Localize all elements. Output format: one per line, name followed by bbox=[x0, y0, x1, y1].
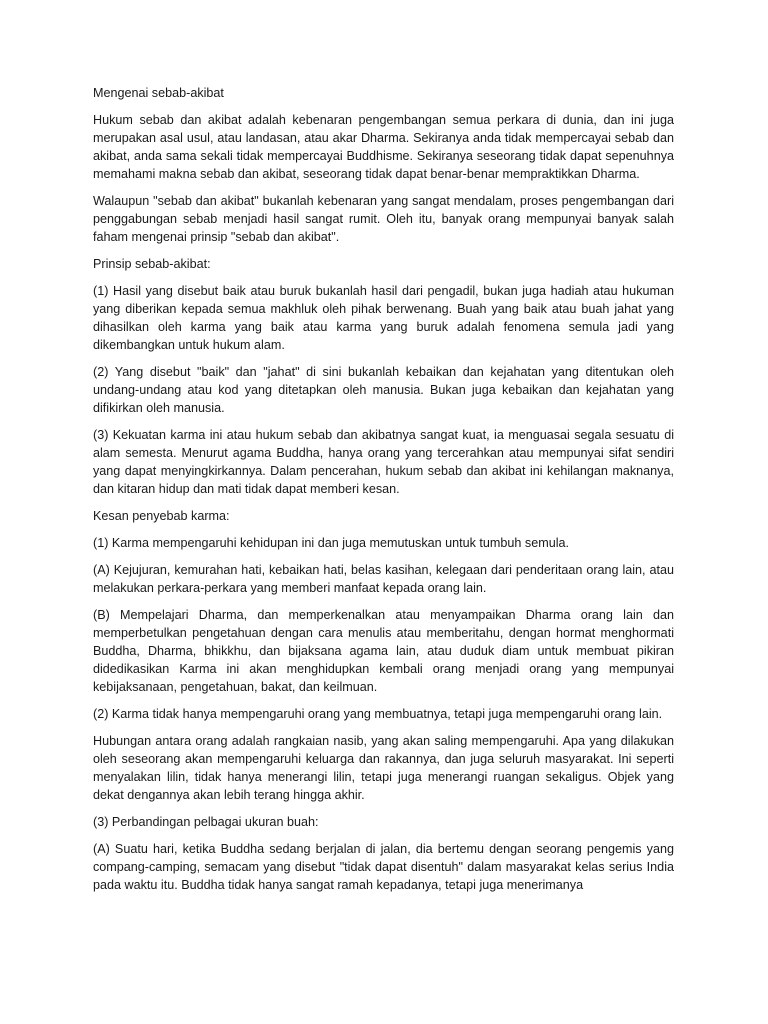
paragraph: (A) Kejujuran, kemurahan hati, kebaikan hati, belas kasihan, kelegaan dari penderitaan orang lain, atau melakukan perkara-perkara yang memberi manfaat kepada orang lain. bbox=[93, 563, 674, 595]
paragraph: (1) Hasil yang disebut baik atau buruk bukanlah hasil dari pengadil, bukan juga hadiah atau hukuman yang diberikan kepada semua makhluk oleh pihak berwenang. Buah yang baik atau buah jahat yang dihasilkan oleh karma yang baik atau karma yang buruk adalah fenomena semula jadi yang dikembangkan untuk hukum alam. bbox=[93, 284, 674, 352]
paragraph: (1) Karma mempengaruhi kehidupan ini dan juga memutuskan untuk tumbuh semula. bbox=[93, 536, 570, 550]
paragraph: (B) Mempelajari Dharma, dan memperkenalkan atau menyampaikan Dharma orang lain dan memperbetulkan pengetahuan dengan cara menulis atau memberitahu, dengan hormat menghormati Buddha, Dharma, bhikkhu, dan bijaksana agama lain, atau duduk diam untuk membuat pikiran didedikasikan Karma ini akan menghidupkan kembali orang menjadi orang yang mempunyai kebijaksanaan, pengetahuan, bakat, dan keilmuan. bbox=[93, 608, 674, 694]
document-page bbox=[93, 84, 674, 903]
document-title: Mengenai sebab-akibat bbox=[93, 86, 224, 100]
section-heading: Prinsip sebab-akibat: bbox=[93, 257, 211, 271]
paragraph: (3) Kekuatan karma ini atau hukum sebab dan akibatnya sangat kuat, ia menguasai segala sesuatu di alam semesta. Menurut agama Buddha, hanya orang yang tercerahkan atau mempunyai sifat sendiri yang dapat menyingkirkannya. Dalam pencerahan, hukum sebab dan akibat ini kehilangan maknanya, dan kitaran hidup dan mati tidak dapat memberi kesan. bbox=[93, 428, 674, 496]
paragraph: Walaupun "sebab dan akibat" bukanlah kebenaran yang sangat mendalam, proses pengembangan dari penggabungan sebab menjadi hasil sangat rumit. Oleh itu, banyak orang mempunyai banyak salah faham mengenai prinsip "sebab dan akibat". bbox=[93, 194, 674, 244]
paragraph: (2) Karma tidak hanya mempengaruhi orang yang membuatnya, tetapi juga mempengaruhi orang lain. bbox=[93, 707, 663, 721]
section-heading: Kesan penyebab karma: bbox=[93, 509, 230, 523]
section-heading: (3) Perbandingan pelbagai ukuran buah: bbox=[93, 815, 319, 829]
paragraph: (A) Suatu hari, ketika Buddha sedang berjalan di jalan, dia bertemu dengan seorang pengemis yang compang-camping, semacam yang disebut "tidak dapat disentuh" dalam masyarakat kelas serius India pada waktu itu. Buddha tidak hanya sangat ramah kepadanya, tetapi juga menerimanya bbox=[93, 842, 674, 892]
paragraph: (2) Yang disebut "baik" dan "jahat" di sini bukanlah kebaikan dan kejahatan yang ditentukan oleh undang-undang atau kod yang ditetapkan oleh manusia. Bukan juga kebaikan dan kejahatan yang difikirkan oleh manusia. bbox=[93, 365, 674, 415]
paragraph: Hubungan antara orang adalah rangkaian nasib, yang akan saling mempengaruhi. Apa yang dilakukan oleh seseorang akan mempengaruhi keluarga dan rakannya, dan juga seluruh masyarakat. Ini seperti menyalakan lilin, tidak hanya menerangi lilin, tetapi juga menerangi ruangan sekaligus. Objek yang dekat dengannya akan lebih terang hingga akhir. bbox=[93, 734, 674, 802]
paragraph: Hukum sebab dan akibat adalah kebenaran pengembangan semua perkara di dunia, dan ini juga merupakan asal usul, atau landasan, atau akar Dharma. Sekiranya anda tidak mempercayai sebab dan akibat, anda sama sekali tidak mempercayai Buddhisme. Sekiranya seseorang tidak dapat sepenuhnya memahami makna sebab dan akibat, seseorang tidak dapat benar-benar mempraktikkan Dharma. bbox=[93, 113, 674, 181]
